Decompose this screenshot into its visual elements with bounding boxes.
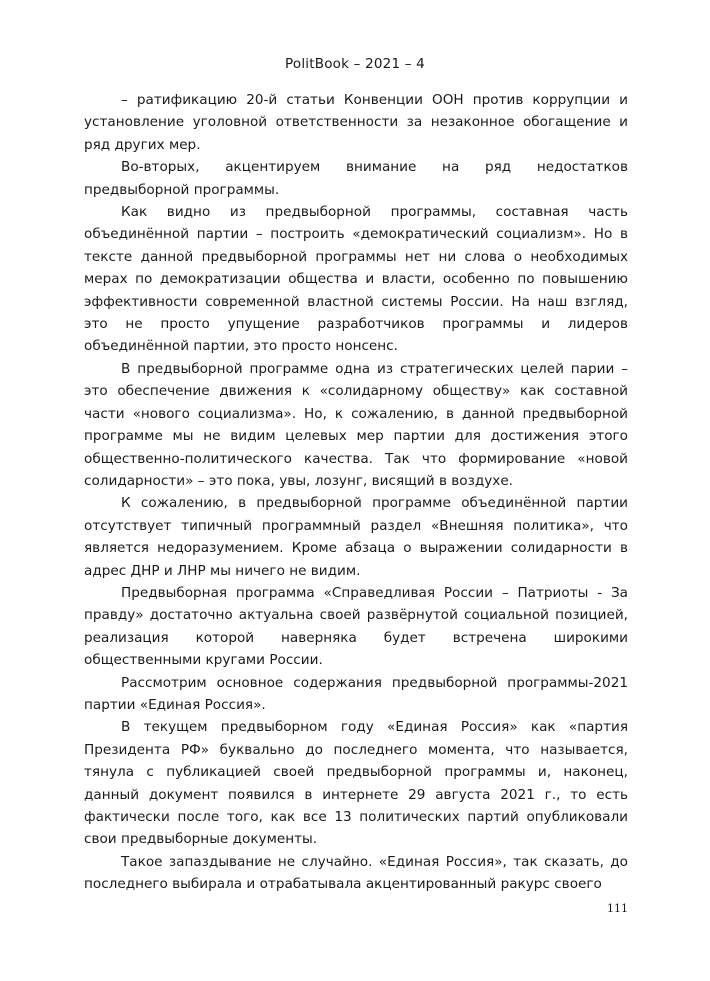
paragraph: К сожалению, в предвыборной программе объединённой партии отсутствует типичный программный раздел «Внешняя политика», что является недоразумением. Кроме абзаца о выражении солидарности в адрес ДНР и ЛНР мы ничего не видим. bbox=[84, 495, 628, 579]
paragraph: Как видно из предвыборной программы, составная часть объединённой партии – построить «демократический социализм». Но в тексте данной предвыборной программы нет ни слова о необходимых мерах по демократизации общества и власти, особенно по повышению эффективности современной властной системы России. На наш взгляд, это не просто упущение разработчиков программы и лидеров объединённой партии, это просто нонсенс. bbox=[84, 204, 628, 355]
page-number: 111 bbox=[607, 902, 628, 915]
paragraph: Рассмотрим основное содержания предвыборной программы-2021 партии «Единая Россия». bbox=[84, 674, 628, 713]
running-header: PolitBook – 2021 – 4 bbox=[285, 56, 425, 72]
paragraph: Такое запаздывание не случайно. «Единая Россия», так сказать, до последнего выбирала и отрабатывала акцентированный ракурс своего bbox=[84, 853, 628, 893]
paragraph: В текущем предвыборном году «Единая Россия» как «партия Президента РФ» буквально до последнего момента, что называется, тянула с публикацией своей предвыборной программы и, наконец, данный документ появился в интернете 29 августа 2021 г., то есть фактически после того, как все 13 политических партий опубликовали свои предвыборные документы. bbox=[84, 719, 628, 848]
paragraph: Во-вторых, акцентируем внимание на ряд недостатков предвыборной программы. bbox=[84, 159, 628, 198]
paragraph: Предвыборная программа «Справедливая России – Патриоты - За правду» достаточно актуальна своей развёрнутой социальной позицией, реализация которой наверняка будет встречена широкими общественными кругами России. bbox=[84, 584, 628, 669]
body-text bbox=[84, 89, 628, 896]
paragraph: – ратификацию 20-й статьи Конвенции ООН против коррупции и установление уголовной ответственности за незаконное обогащение и ряд других мер. bbox=[84, 92, 628, 153]
paragraph: В предвыборной программе одна из стратегических целей парии – это обеспечение движения к «солидарному обществу» как составной части «нового социализма». Но, к сожалению, в данной предвыборной программе мы не видим целевых мер партии для достижения этого общественно-политического качества. Так что формирование «новой солидарности» – это пока, увы, лозунг, висящий в воздухе. bbox=[84, 360, 628, 489]
